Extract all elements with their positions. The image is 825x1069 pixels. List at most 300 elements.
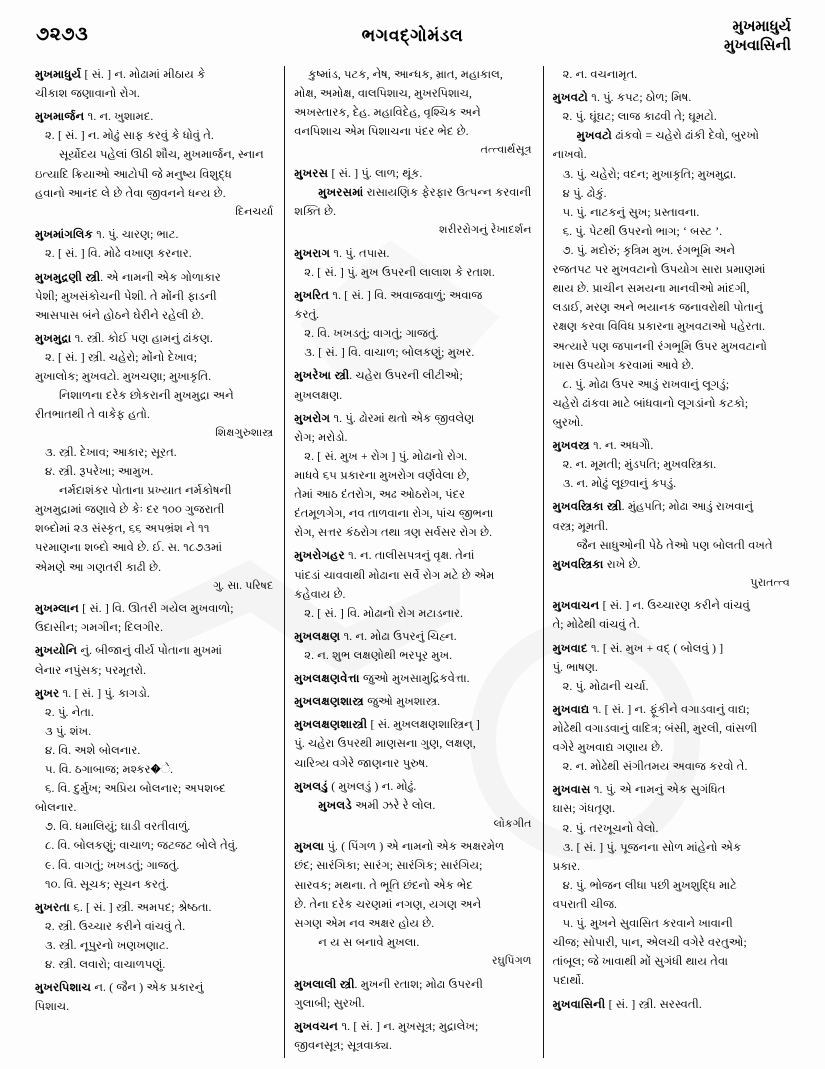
entry-line [553,166,790,184]
definition-text: ૪. વિ. અશે બોલનાર. [45,743,141,757]
definition-text: . એ નામની એક ગોળાકાર [100,270,221,284]
entry-line [35,837,273,855]
entry-line [35,406,273,424]
definition-text: તેમાં આઠ દંતરોગ, અઢ ઓઠરોગ, પંદર [294,488,466,502]
dictionary-entry [35,330,273,595]
headword: મુખમાર્જન [35,110,85,124]
definition-text: આસપાસ બંને હોઠને ઘેરીને રહેલી છે. [35,308,204,322]
definition-text: ચહેરો ઢાંકવા માટે બાંધવાનો લૂગડાંનો કટકો; [552,396,749,410]
dictionary-entry [294,693,531,711]
entry-line [294,716,531,734]
definition-text: ૨. પું. નેતા. [45,705,94,719]
entry-line [553,146,790,164]
headword: મુખવસ્ત્રિકા [552,557,604,571]
entry-line [35,723,273,741]
column-text [553,66,790,1013]
definition-text: ઢાંકવો = ચહેરો ઢાંકી દેવો, બુરખો [611,129,759,143]
definition-text: ચીકાશ જણાવાનો રોગ. [35,87,140,101]
entry-line [294,66,531,84]
column-text [294,66,531,1054]
entry-line [35,899,273,917]
dictionary-entry [553,701,790,776]
entry-line [35,127,273,145]
entry-line [294,896,531,914]
definition-text: દંતમૂળગેગ, નવ તાળવાના રોગ, પાંચ જીભના [294,507,494,521]
definition-text: પિશાચ. [35,1000,70,1014]
entry-line [553,414,790,432]
definition-text: ૯. વિ. વાગતું; ખખડતું; ગાજતું. [45,858,180,872]
dictionary-entry [294,287,531,362]
entry-line [294,367,531,385]
entry-line [553,127,790,145]
definition-text: ( મુખલડું ) ન. મોઢું. [327,779,417,793]
dictionary-column-2 [284,66,542,1058]
entry-line [35,330,273,348]
entry-line [553,280,790,298]
entry-line [553,66,790,84]
definition-text: ૨. ન. વચનામૃત. [562,68,638,81]
definition-text: ૩. પું. ચહેરો; વદન; મુખાકૃતિ; મુખમુદ્રા. [562,167,737,181]
entry-line [294,857,531,875]
headword: મુખવટો [576,129,612,143]
dictionary-entry [35,685,273,894]
grammar-label: સ્ત્રી [82,270,101,284]
definition-text: બુરખો. [552,415,584,429]
grammar-label: સ્ત્રી [603,500,622,514]
definition-text: બોલનાર. [35,801,77,815]
definition-text: ૧. પું. એ નામનું એક સુગંધિત [590,783,726,797]
entry-line [294,605,531,623]
headword: મુખરાગ [294,246,331,260]
entry-line [294,547,531,565]
entry-line [294,203,531,221]
citation-text: શરીરરોગનું રેખાદર્શન [438,224,532,237]
entry-line [294,628,531,646]
definition-text: ૧. પું. ચારણ; ભાટ. [92,228,179,242]
entry-line [294,735,531,753]
definition-text: શક્તિ છે. [294,205,337,219]
definition-text: [ સં. ] સ્ત્રી. સરસ્વતી. [605,997,702,1011]
entry-line [294,693,531,711]
definition-text: કહેવાય છે. [294,587,346,601]
headword: મુખવાદ [552,641,588,655]
definition-text: [ સં. મુખલક્ષણશાસ્ત્રિન્ ] [367,718,480,732]
definition-text: પેશી; મુખસંકોચની પેશી. તે મોંની ફાડની [35,289,217,303]
entry-line [35,108,273,126]
dictionary-entry [35,600,273,637]
definition-text: છે. તેના દરેક ચરણમાં નગણ, યગણ અને [294,897,482,911]
definition-text: ૧. [ સં. મુખ + વદ્ ( બોલવું ) ] [587,641,724,655]
entry-citation [35,578,273,595]
guide-words [724,18,791,56]
dictionary-entry [294,778,531,833]
entry-line [553,556,790,574]
entry-line [35,288,273,306]
entry-line [553,858,790,876]
definition-text: જીવનસૂત્ર; સૂત્રવાક્ય. [294,1038,392,1052]
dictionary-entry [294,670,531,688]
entry-line [294,915,531,933]
definition-text: પ્રકાર. [552,859,581,873]
definition-text: [ સં. ] ન. મોઢામાં મીઠાય કે [81,68,206,81]
definition-text: હવાનો આનંદ લે છે તેવા જીવનને ધન્ય છે. [35,186,226,200]
entry-line [35,349,273,367]
entry-line [553,758,790,776]
headword: મુખવાસ [552,783,591,797]
entry-line [553,640,790,658]
entry-line [553,953,790,971]
headword: મુખરેખા [294,369,332,383]
entry-line [294,104,531,122]
entry-line [35,704,273,722]
entry-line [553,456,790,474]
dictionary-entry [294,245,531,282]
entry-line [553,261,790,279]
headword: મુખલક્ષણ [294,629,341,643]
dictionary-entry [553,996,790,1014]
entry-line [553,678,790,696]
entry-line [35,520,273,538]
definition-text: પદાર્થો. [552,974,585,988]
definition-text: ૧. પું. તપાસ. [330,246,390,260]
definition-text: [ સં. ] ન. ઉચ્ચારણ કરીને વાંચવું [599,599,750,613]
definition-text: સારવક; મથના. તે ભૂતિ છંદનો એક ભેદ [294,878,473,892]
entry-line [35,642,273,660]
entry-line [553,498,790,516]
definition-text: કુષ્માંડ, પટક, નેષ, આન્ધક, મ્રાત, મહાકાલ, [308,68,503,81]
definition-text: ૧. પું. ઢોરમાં થતો એક જીવલેણ [330,411,475,425]
definition-text: ૧. ન. મોઢા ઉપરનું ચિહ્ન. [340,629,457,643]
entry-line [35,998,273,1016]
definition-text: પાંદડાં ચાવવાથી મોઢાના સર્વે રોગ મટે છે એમ [294,568,495,582]
definition-text: . મુંહપતિ; મોઢા આડું રાખવાનું [621,500,754,514]
entry-line [553,659,790,677]
entry-line [35,387,273,405]
entry-line [35,166,273,184]
entry-line [35,619,273,637]
definition-text: મુખમુદ્રામાં જણાવે છે કેઃ દર ૧૦૦ ગુજરાતી [35,503,225,517]
definition-text: ૪ પું. ઢોકું. [562,186,607,200]
entry-line [35,956,273,974]
entry-line [35,742,273,760]
citation-text: તત્ત્વાર્થસૂત્ર [480,144,532,157]
definition-text: લેનાર નપુંસક; પરમૂતરો. [35,663,146,677]
entry-citation [294,142,531,159]
definition-text: ચારિત્ર્ય વગેરે જાણનાર પુરુષ. [294,756,429,770]
headword: મુખમુદ્રા [35,331,72,345]
entry-citation [294,222,531,239]
dictionary-entry [294,716,531,772]
entry-citation [294,953,531,970]
definition-text: ન. ( જૈન ) એક પ્રકારનું [91,981,204,995]
headword: મુખવટો [552,91,588,105]
definition-text: પું. ભાષણ. [552,660,598,674]
entry-line [553,204,790,222]
definition-text: જુઓ મુખસામુદ્રિકવેત્તા. [359,672,470,686]
entry-line [294,325,531,343]
guide-word-first: મુખમાધુર્ય [732,19,791,35]
entry-line [35,501,273,519]
definition-text: રાસાયણિક ફેરફાર ઉત્પન્ન કરવાની [363,186,532,200]
entry-line [553,89,790,107]
dictionary-entry [35,269,273,325]
citation-text: દિનચર્યા [235,205,274,218]
entry-line [553,318,790,336]
entry-line [35,85,273,103]
entry-line [294,778,531,796]
entry-line [294,264,531,282]
entry-line [294,1018,531,1036]
dictionary-entry [294,976,531,1013]
definition-text: રજતપટ પર મુખવટાનો ઉપયોગ સારા પ્રમાણમાં [552,263,766,277]
definition-text: ૮. વિ. બોલકણું; વાચાળ; જટજટ બોલે તેવું. [45,839,238,853]
definition-text: સગણ એમ નવ અક્ષર હોય છે. [294,916,435,930]
definition-text: શબ્દોમાં ૨૩ સંસ્કૃત, ૬૬ અપભ્રંશ ને ૧૧ [35,522,210,536]
headword: મુખલક્ષણશાસ્ત્રી [294,718,368,732]
entry-line [35,245,273,263]
grammar-label: સ્ત્રી [331,369,350,383]
entry-line [553,395,790,413]
entry-line [35,66,273,84]
entry-line [553,720,790,738]
entry-line [294,567,531,585]
entry-line [553,820,790,838]
definition-text: ગુલાબી; સુરખી. [294,996,365,1010]
definition-text: અત્યારે પણ જપાનની રંગભૂમિ ઉપર મુખવટાનો [552,339,767,353]
definition-text: ૨. [ સં. ] સ્ત્રી. ચહેરો; મોંનો દેખાવ; [45,350,197,364]
dictionary-entry [294,367,531,404]
definition-text: ૨. [ સં. ] પું. મુખ ઉપરની લાલાશ કે રતાશ. [304,265,495,279]
entry-line [294,165,531,183]
entry-line [553,616,790,634]
entry-line [35,780,273,798]
headword: મુખમ્લાન [35,602,79,616]
definition-text: ચીજ; સોપારી, પાન, એલચી વગેરે વરતુઓ; [552,936,747,950]
entry-line [294,647,531,665]
entry-line [553,376,790,394]
definition-text: મુખાલોક; મુખવટો. મુખચણા; મુખાકૃતિ. [35,370,212,384]
entry-line [35,269,273,287]
entry-line [35,761,273,779]
entry-line [553,915,790,933]
entry-line [553,537,790,555]
definition-text: ૧. [ સં. ] ન. મુખસૂત્ર; મુદ્રાલેખ; [338,1019,479,1033]
definition-text: ૧. પું. કપટ; ઠોળ; મિષ. [587,91,692,105]
definition-text: ૩. સ્ત્રી. નૂપુરનો ખણખણાટ. [45,939,169,953]
definition-text: તાંબૂલ; જે ખાવાથી મોં સુગંધી થાય તેવા [552,955,729,969]
headword: મુખરપિશાચ [35,981,92,995]
dictionary-entry [294,410,531,542]
page-number: ૭૨૭૩ [36,24,89,45]
entry-line [294,429,531,447]
definition-text: પું. ( પિંગળ ) એ નામનો એક અક્ષરમેળ [324,840,505,854]
book-title: ભગવદ્ગોમંડલ [361,26,464,45]
entry-line [294,505,531,523]
entry-line [553,934,790,952]
entry-line [294,486,531,504]
entry-line [35,368,273,386]
headword: મુખલક્ષણશાસ્ત્ર [294,695,364,709]
entry-citation [35,204,273,221]
column-text [35,66,273,1016]
entry-line [35,185,273,203]
dictionary-entry [294,547,531,622]
entry-line [294,877,531,895]
dictionary-entry [294,628,531,665]
definition-text: ૧. [ સં. ] વિ. અવાજવાળું; અવાજ [329,289,483,303]
entry-line [553,996,790,1014]
citation-text: શિક્ષગુરુશાસ્ત્ર [215,427,274,440]
headword: મુખરસમાં [318,186,364,200]
definition-text: ૧. ન. તાલીસપત્રનું વૃક્ષ. તેનાં [344,549,475,563]
definition-text: . મુખની રતાશ; મોઢા ઉપરની [354,977,483,991]
entry-line [553,701,790,719]
entry-line [35,799,273,817]
entry-line [35,226,273,244]
definition-text: ૧. [ સં. ] ન. ફૂંકીને વગાડવાનું વાદ્ય; [589,702,750,716]
entry-line [553,972,790,990]
definition-text: ૮. પું. મોઢા ઉપર આડું રાખવાનું લૂગડું; [562,377,730,391]
definition-text: ૨. [ સં. મુખ + રોગ ] પું. મોઢાનો રોગ. [304,449,468,463]
entry-line [35,662,273,680]
entry-line [553,242,790,260]
definition-text: ૨. પું. તરખૂચનો વેલો. [562,821,659,835]
definition-text: ૬. [ સં. ] સ્ત્રી. અમપદ; શ્રેષ્ઠતા. [70,900,212,914]
headword: મુખરિત [294,289,330,303]
entry-line [35,818,273,836]
dictionary-entry [35,108,273,221]
definition-text: ૪. સ્ત્રી. રૂપરેખા; આમુખ. [45,465,154,478]
headword: મુખવચન [294,1019,339,1033]
entry-line [294,670,531,688]
definition-text: સૂર્યોદય પહેલાં ઊઠી શૌચ, મુખમાર્જન, સ્નાન [59,148,264,162]
definition-text: જુઓ મુખશાસ્ત્ર. [363,695,441,709]
definition-text: ૨. ન. મોઢેથી સંગીતમય અવાજ કરવો તે. [562,760,748,774]
definition-text: ૭. પું. મદોરું; કૃત્રિમ મુખ. રંગભૂમિ અને [562,243,736,257]
definition-text: ઉદાસીન; ગમગીન; દિલગીર. [35,621,164,635]
dictionary-entry [35,899,273,974]
definition-text: વનપિશાચ એમ પિશાચના પંદર ભેદ છે. [294,125,469,139]
dictionary-entry [553,640,790,696]
entry-line [294,85,531,103]
entry-line [35,685,273,703]
definition-text: ઇત્યાદિ ક્રિયાઓ આટોપી જે મનુષ્ય વિશુદ્ધ [35,167,232,181]
definition-text: ૨. [ સં. ] વિ. મોઢે વખાણ કરનાર. [45,247,192,261]
definition-text: રીતભાતથી તે વાકેફ હતો. [35,408,150,422]
entry-line [294,245,531,263]
definition-text: મોક્ષ, અમોક્ષ, વાલપિશાચ, મુખરપિશાચ, [294,87,472,101]
definition-text: ૩. [ સં. ] પું. પૂજનના સોળ માંહેનો એક [562,840,742,854]
definition-text: નર્મદાશંકર પોતાના પ્રખ્યાત નર્મકોષની [59,484,232,498]
definition-text: છંદ; સારંગિકા; સારંગ; સારંગિક; સારંગિય; [294,859,483,873]
entry-line [294,995,531,1013]
definition-text: ૧૦. વિ. સૂચક; સૂચન કરતું. [45,877,169,891]
citation-text: લોકગીત [493,817,532,830]
entry-line [294,184,531,202]
dictionary-entry [35,642,273,679]
page-header [0,18,825,64]
dictionary-column-3 [543,66,801,1058]
definition-text: [ સં. ] વિ. ઊતરી ગયેલ મુખવાળો; [78,602,234,616]
definition-text: ઘાસ; ગંધતૃણ. [552,802,616,816]
headword: મુખલા [294,840,325,854]
dictionary-columns [26,66,801,1058]
entry-line [553,518,790,536]
definition-text: પું. ચહેરા ઉપરથી માણસના ગુણ, લક્ષણ, [294,737,476,751]
definition-text: ૨. ન. મૂમતી; મુંડપતિ; મુખવસ્ત્રિકા. [562,458,717,472]
definition-text: ૩. સ્ત્રી. દેખાવ; આકાર; સૂરત. [45,445,177,459]
entry-line [553,338,790,356]
definition-text: ૨. પું. ઘૂંઘટ; લાજ કાઢવી તે; ઘૂમટો. [562,110,717,124]
entry-line [294,755,531,773]
dictionary-entry [294,165,531,239]
definition-text: ૨. [ સં. ] વિ. મોઢાનો રોગ મટાડનાર. [304,606,463,620]
entry-line [553,108,790,126]
entry-line [553,739,790,757]
dictionary-entry [553,66,790,84]
headword: મુખવાદ્ય [552,702,590,716]
headword: મુખરોગ [294,411,331,425]
entry-line [553,597,790,615]
definition-text: ૩. [ સં. ] વિ. વાચાળ; બોલકણું; મુખર. [304,346,475,360]
definition-text: રાખે છે. [603,557,641,571]
definition-text: અખસ્તારક, દેહ. મહાવિદેહ, વૃશ્ચિક અને [294,106,481,120]
entry-line [294,344,531,362]
definition-text: ૩ પું. શંખ. [45,724,92,738]
definition-text: નિશાળના દરેક છોકરાની મુખમુદ્રા અને [59,389,234,403]
entry-line [294,387,531,405]
definition-text: ૭. વિ. ધમાલિયું; ઘાડી વરતીવાળું. [45,820,191,834]
entry-line [553,896,790,914]
headword: મુખર [35,686,60,700]
definition-text: ૧. સ્ત્રી. કોઈ પણ હામનું ઢાંકણ. [71,331,213,345]
definition-text: વગેરે મુખવાદ્ય ગણાય છે. [552,741,663,755]
dictionary-entry [553,89,790,431]
entry-line [35,979,273,997]
definition-text: ૪. પું. ભોજન લીધા પછી મુખશુદ્ધિ માટે [562,878,737,892]
definition-text: [ સં. ] પું. લાળ; થૂંક. [328,166,423,180]
headword: મુખવસ્ત્ર [552,439,590,453]
definition-text: ૨. પું. મોઢાની ચર્ચા. [562,679,649,693]
headword: મુખલાલી [294,977,337,991]
entry-line [35,463,273,481]
entry-citation [35,425,273,442]
dictionary-entry [294,1018,531,1055]
definition-text: લડાઈ, મરણ અને ભયાનક જનાવરોથી પોતાનું [552,301,763,315]
entry-line [35,146,273,164]
headword: મુખમાંગલિક [35,228,93,242]
entry-line [35,444,273,462]
definition-text: વપરાતી ચીજ. [552,898,617,911]
definition-text: મુખલક્ષણ. [294,388,343,402]
definition-text: ૫. પું. મુખને સુવાસિત કરવાને ખાવાની [562,917,733,931]
entry-line [294,976,531,994]
definition-text: ૧. ન. ખુશામદ. [84,110,154,124]
entry-citation [553,575,790,592]
definition-text: ૫. પું. નાટકનું સુખ; પ્રસ્તાવના. [562,205,700,219]
definition-text: જૈન સાધુઓની પેઠે તેઓ પણ બોલતી વખતે [576,538,773,552]
dictionary-entry [553,498,790,591]
entry-line [35,539,273,557]
definition-text: . ચહેરા ઉપરની લીટીઓ; [349,369,463,383]
dictionary-entry [553,437,790,493]
definition-text: અમી ઝરે રે લોલ. [351,798,436,812]
definition-text: ૨. ન. શુભ લક્ષણોથી ભરપૂર મુખ. [304,648,453,662]
dictionary-entry [35,66,273,103]
headword: મુખવસ્ત્રિકા [552,500,604,514]
entry-line [35,307,273,325]
entry-line [294,1037,531,1055]
